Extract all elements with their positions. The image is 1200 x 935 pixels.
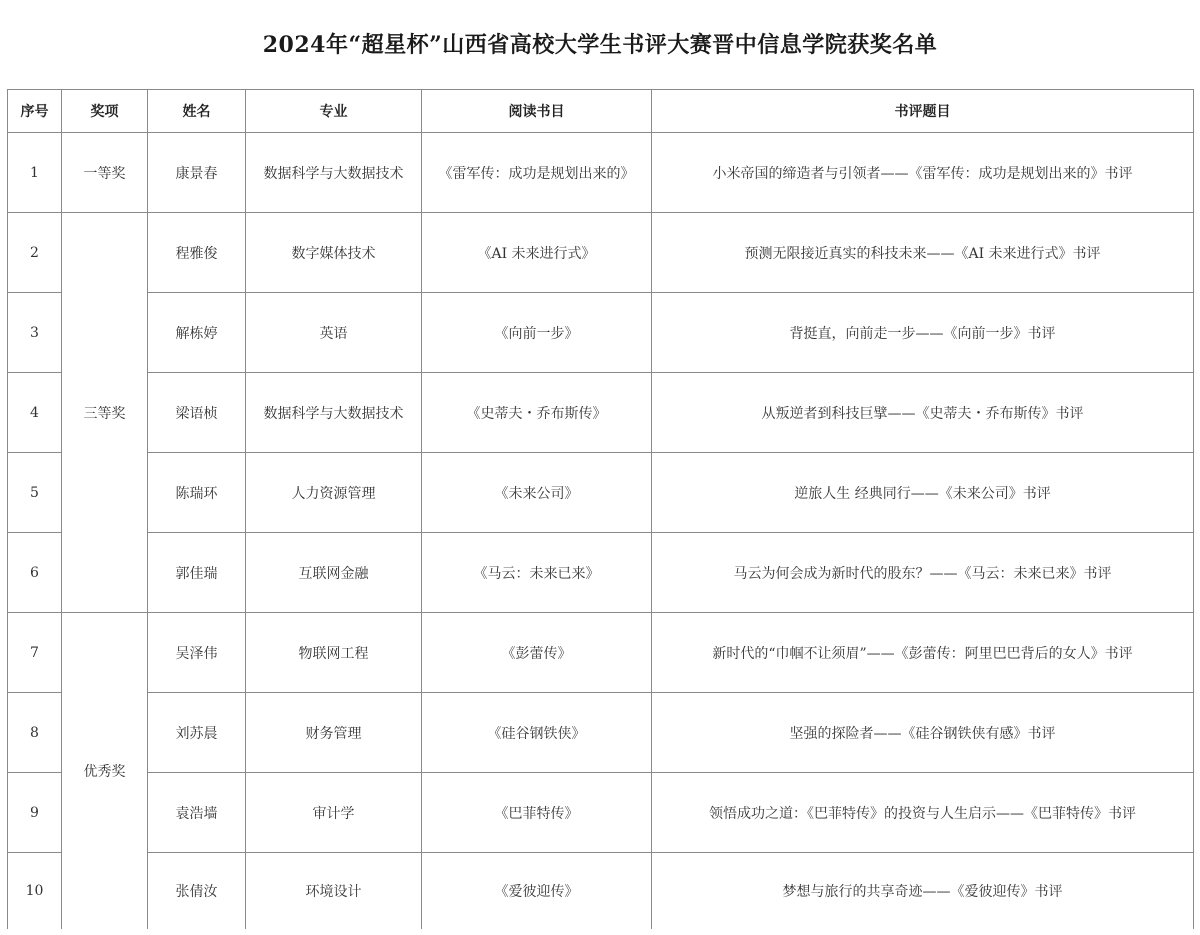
- table-row: [8, 853, 1194, 930]
- table-row: [8, 453, 1194, 533]
- document-title: 2024年“超星杯”山西省高校大学生书评大赛晋中信息学院获奖名单: [262, 32, 938, 58]
- cell-book: 《马云：未来已来》: [422, 533, 652, 613]
- cell-major: 数据科学与大数据技术: [246, 133, 422, 213]
- cell-book: 《硅谷钢铁侠》: [422, 693, 652, 773]
- cell-major: 互联网金融: [246, 533, 422, 613]
- cell-name: 袁浩墙: [148, 773, 246, 853]
- cell-book: 《巴菲特传》: [422, 773, 652, 853]
- table-row: [8, 693, 1194, 773]
- cell-index: 8: [8, 693, 62, 773]
- table-row: [8, 533, 1194, 613]
- cell-book: 《AI 未来进行式》: [422, 213, 652, 293]
- cell-name: 郭佳瑞: [148, 533, 246, 613]
- cell-major: 物联网工程: [246, 613, 422, 693]
- cell-book: 《雷军传：成功是规划出来的》: [422, 133, 652, 213]
- table-row: [8, 373, 1194, 453]
- cell-index: 2: [8, 213, 62, 293]
- cell-major: 环境设计: [246, 853, 422, 930]
- table-row: [8, 773, 1194, 853]
- award-list-table: [7, 89, 1194, 929]
- cell-review-title: 从叛逆者到科技巨擘——《史蒂夫・乔布斯传》书评: [652, 373, 1194, 453]
- cell-name: 吴泽伟: [148, 613, 246, 693]
- table-row: [8, 213, 1194, 293]
- cell-review-title: 领悟成功之道：《巴菲特传》的投资与人生启示——《巴菲特传》书评: [652, 773, 1194, 853]
- cell-book: 《史蒂夫・乔布斯传》: [422, 373, 652, 453]
- table-row: [8, 133, 1194, 213]
- cell-review-title: 小米帝国的缔造者与引领者——《雷军传：成功是规划出来的》书评: [652, 133, 1194, 213]
- cell-name: 程雅俊: [148, 213, 246, 293]
- cell-major: 人力资源管理: [246, 453, 422, 533]
- cell-major: 财务管理: [246, 693, 422, 773]
- cell-book: 《未来公司》: [422, 453, 652, 533]
- cell-index: 6: [8, 533, 62, 613]
- cell-review-title: 坚强的探险者——《硅谷钢铁侠有感》书评: [652, 693, 1194, 773]
- cell-review-title: 新时代的“巾帼不让须眉”——《彭蕾传：阿里巴巴背后的女人》书评: [652, 613, 1194, 693]
- cell-book: 《爱彼迎传》: [422, 853, 652, 930]
- header-name: 姓名: [148, 90, 246, 133]
- cell-award: 一等奖: [62, 133, 148, 213]
- cell-award: 优秀奖: [62, 613, 148, 930]
- cell-index: 1: [8, 133, 62, 213]
- header-award: 奖项: [62, 90, 148, 133]
- cell-review-title: 梦想与旅行的共享奇迹——《爱彼迎传》书评: [652, 853, 1194, 930]
- cell-name: 刘苏晨: [148, 693, 246, 773]
- header-major: 专业: [246, 90, 422, 133]
- cell-name: 康景春: [148, 133, 246, 213]
- cell-major: 审计学: [246, 773, 422, 853]
- cell-major: 数据科学与大数据技术: [246, 373, 422, 453]
- cell-review-title: 预测无限接近真实的科技未来——《AI 未来进行式》书评: [652, 213, 1194, 293]
- cell-index: 5: [8, 453, 62, 533]
- cell-award: 三等奖: [62, 213, 148, 613]
- cell-name: 梁语桢: [148, 373, 246, 453]
- cell-name: 张倩汝: [148, 853, 246, 930]
- header-index: 序号: [8, 90, 62, 133]
- cell-major: 数字媒体技术: [246, 213, 422, 293]
- cell-book: 《彭蕾传》: [422, 613, 652, 693]
- header-book: 阅读书目: [422, 90, 652, 133]
- cell-name: 陈瑞环: [148, 453, 246, 533]
- cell-index: 7: [8, 613, 62, 693]
- table-row: [8, 613, 1194, 693]
- cell-index: 4: [8, 373, 62, 453]
- table-row: [8, 293, 1194, 373]
- cell-review-title: 背挺直，向前走一步——《向前一步》书评: [652, 293, 1194, 373]
- table-header-row: [8, 90, 1194, 133]
- cell-review-title: 逆旅人生 经典同行——《未来公司》书评: [652, 453, 1194, 533]
- cell-major: 英语: [246, 293, 422, 373]
- cell-review-title: 马云为何会成为新时代的股东？——《马云：未来已来》书评: [652, 533, 1194, 613]
- cell-book: 《向前一步》: [422, 293, 652, 373]
- cell-index: 9: [8, 773, 62, 853]
- header-review-title: 书评题目: [652, 90, 1194, 133]
- cell-index: 3: [8, 293, 62, 373]
- cell-name: 解栋婷: [148, 293, 246, 373]
- cell-index: 10: [8, 853, 62, 930]
